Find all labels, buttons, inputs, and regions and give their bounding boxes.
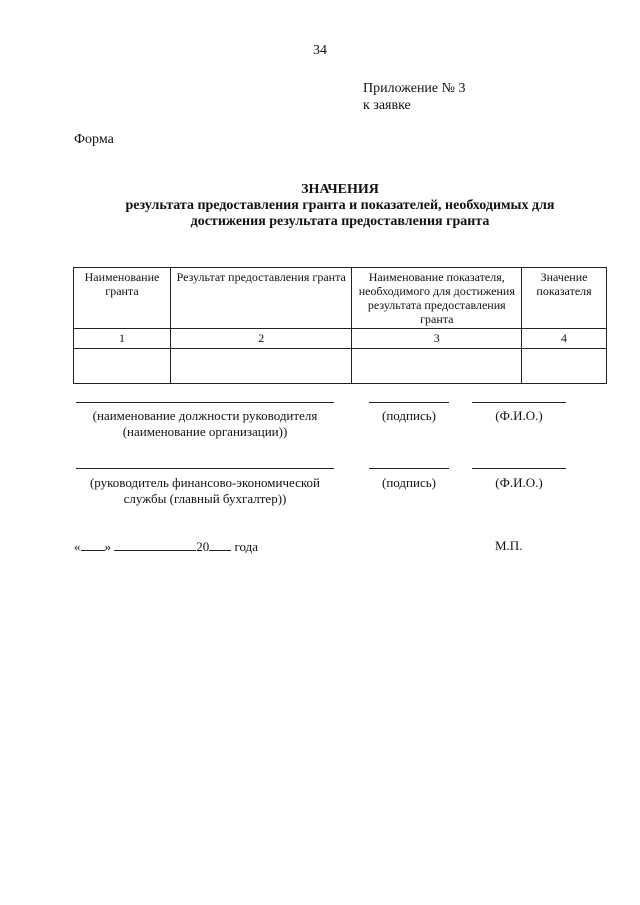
name-line bbox=[472, 468, 566, 469]
title-line-2: результата предоставления гранта и показателей, необходимых для bbox=[125, 198, 555, 213]
year-prefix: 20 bbox=[196, 539, 210, 554]
header-indicator-value: Значение показателя bbox=[522, 268, 607, 329]
position-signature-line bbox=[76, 402, 334, 403]
table-header-row bbox=[74, 268, 607, 329]
page-number: 34 bbox=[313, 43, 327, 58]
form-label: Форма bbox=[74, 132, 114, 147]
cell-grant-name[interactable] bbox=[74, 349, 171, 384]
cell-indicator-name[interactable] bbox=[352, 349, 522, 384]
column-number: 1 bbox=[74, 329, 171, 349]
indicators-table bbox=[73, 267, 607, 384]
title-line-1: ЗНАЧЕНИЯ bbox=[301, 182, 379, 197]
header-grant-name: Наименование гранта bbox=[74, 268, 171, 329]
column-number: 2 bbox=[170, 329, 352, 349]
title-line-3: достижения результата предоставления гранта bbox=[190, 214, 490, 229]
column-number: 3 bbox=[352, 329, 522, 349]
table-row bbox=[74, 349, 607, 384]
signature-line bbox=[369, 468, 449, 469]
signature-line bbox=[369, 402, 449, 403]
year-word: года bbox=[234, 539, 259, 554]
stamp-placeholder: М.П. bbox=[495, 538, 523, 553]
cell-grant-result[interactable] bbox=[170, 349, 352, 384]
month-blank[interactable] bbox=[114, 538, 196, 551]
name-caption: (Ф.И.О.) bbox=[495, 475, 543, 490]
name-caption: (Ф.И.О.) bbox=[495, 408, 543, 423]
accountant-signature-line bbox=[76, 468, 334, 469]
appendix-line-1: Приложение № 3 bbox=[363, 81, 466, 96]
header-grant-result: Результат предоставления гранта bbox=[170, 268, 352, 329]
day-blank[interactable] bbox=[81, 538, 105, 551]
name-line bbox=[472, 402, 566, 403]
position-caption bbox=[76, 408, 334, 440]
column-number-row bbox=[74, 329, 607, 349]
signature-caption: (подпись) bbox=[382, 408, 436, 423]
accountant-caption-line-2: службы (главный бухгалтер)) bbox=[123, 491, 287, 506]
header-indicator-name: Наименование показателя, необходимого для достижения результата предоставления гранта bbox=[352, 268, 522, 329]
appendix-line-2: к заявке bbox=[363, 98, 411, 113]
date-line bbox=[74, 538, 258, 555]
year-blank[interactable] bbox=[209, 538, 231, 551]
open-quote: « bbox=[74, 539, 81, 554]
column-number: 4 bbox=[522, 329, 607, 349]
accountant-caption-line-1: (руководитель финансово-экономической bbox=[89, 475, 321, 490]
signature-caption: (подпись) bbox=[382, 475, 436, 490]
position-caption-line-2: (наименование организации)) bbox=[122, 424, 288, 439]
close-quote: » bbox=[104, 539, 111, 554]
appendix-note bbox=[363, 80, 466, 114]
position-caption-line-1: (наименование должности руководителя bbox=[92, 408, 318, 423]
document-title bbox=[60, 182, 620, 230]
cell-indicator-value[interactable] bbox=[522, 349, 607, 384]
accountant-caption bbox=[76, 475, 334, 507]
